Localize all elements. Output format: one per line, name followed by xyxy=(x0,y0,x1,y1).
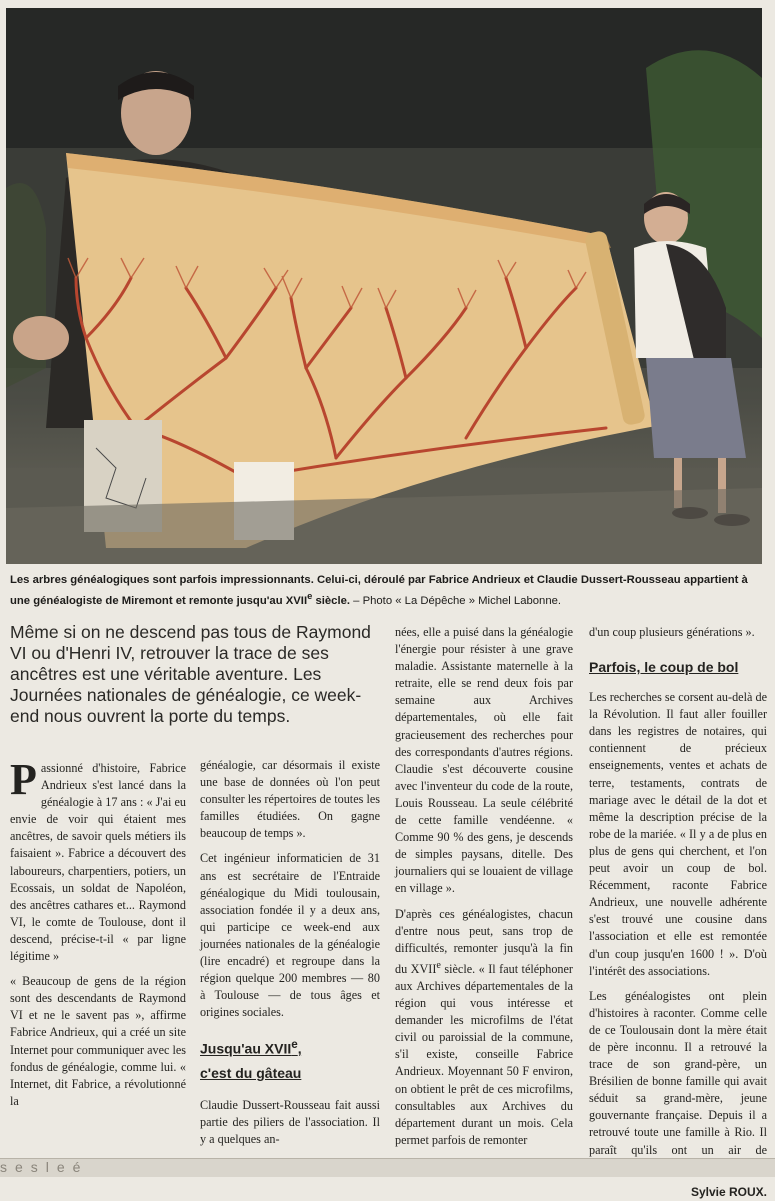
photo-genealogy-tree xyxy=(6,8,762,564)
dropcap: P xyxy=(10,755,37,804)
caption-bold-end: siècle. xyxy=(312,594,351,607)
article-column-4 xyxy=(589,624,767,1201)
caption-credit: – Photo « La Dépêche » Michel Labonne. xyxy=(350,594,562,607)
article-column-3 xyxy=(395,624,573,1149)
article-column-2 xyxy=(200,757,380,1148)
photo-caption xyxy=(10,572,762,609)
bottom-strip: sesleé xyxy=(0,1158,775,1177)
photo-illustration xyxy=(6,8,762,564)
col4-paragraph-1: d'un coup plusieurs générations ». xyxy=(589,625,755,639)
caption-bold: Les arbres généalogiques sont parfois impressionnants. Celui-ci, déroulé par Fabrice Andrieux et Claudie Dussert-Rousseau appartient à une généalogiste de Miremont et remonte jusqu'au XVII xyxy=(10,574,748,607)
col3-paragraph-1: nées, elle a puisé dans la généalogie l'énergie pour résister à une grave maladie. Assistante maternelle à la retraite, elle se rend deux fois par semaine aux Archives départementales, où elle fait gracieusement des recherches pour des correspondants d'autres régions. Claudie s'est découverte cousine avec l'inventeur du code de la route, Louis Rousseau. La seule célébrité de cette famille vendéenne. « Comme 90 % des gens, je descends de simples paysans, ditelle. Des journaliers qui se louaient de village en village ». xyxy=(395,625,573,896)
col3-paragraph-2: D'après ces généalogistes, chacun d'entre nous peut, sans trop de difficultés, remonter jusqu'à la fin du XVIIe siècle. « Il faut téléphoner aux Archives départementales de la région qui vous intéresse et demander les microfilms de l'état civil ou paroissial de la commune, s'il existe, conseille Fabrice Andrieux. Moyennant 50 F environ, on obtient le prêt de ces microfilms, consultables aux Archives du département durant un mois. Cela permet parfois de remonter xyxy=(395,906,573,1147)
caption-sup: e xyxy=(307,590,313,601)
col2-paragraph-1: généalogie, car désormais il existe une base de données où l'on peut consulter les répertoires de toutes les familles étudiées. On gagne beaucoup de temps ». xyxy=(200,758,380,841)
subhead-coup-de-bol: Parfois, le coup de bol xyxy=(589,659,739,676)
col1-paragraph-1: assionné d'histoire, Fabrice Andrieux s'est lancé dans la généalogie à 17 ans : « J'ai eu envie de voir qui étaient mes ancêtres, de savoir quels métiers ils faisaient ». Fabrice a découvert des laboureurs, charpentiers, potiers, un Ecossais, un soldat de Napoléon, des ancêtres cathares et... Raymond VI, le comte de Toulouse, dont il descend, précise-t-il « par ligne légitime » xyxy=(10,761,186,964)
col2-paragraph-2: Cet ingénieur informaticien de 31 ans est secrétaire de l'Entraide généalogique du Midi toulousain, association fondée il y a deux ans, qui participe ce week-end aux journées nationales de la généalogie (lire encadré) et regroupe dans la région quelque 200 membres — 80 à Toulouse — de tous âges et origines sociales. xyxy=(200,851,380,1020)
col4-paragraph-3: Les généalogistes ont plein d'histoires à raconter. Comme celle de ce Toulousain dont la mère était de père inconnu. Il a retrouvé la trace de son grand-père, un Brésilien de bonne famille qui avait séduit sa grand-mère, jeune gouvernante française. Depuis il a retrouvé toute une famille à Rio. Il paraît qu'ils ont un air de xyxy=(589,988,767,1157)
col1-paragraph-2: « Beaucoup de gens de la région sont des descendants de Raymond VI et ne le savent pas », affirme Fabrice Andrieux, qui a créé un site Internet pour communiquer avec les fondus de généalogie, comme lui. « Internet, dit Fabrice, a révolutionné la xyxy=(10,974,186,1108)
col4-paragraph-2: Les recherches se corsent au-delà de la Révolution. Il faut aller fouiller dans les registres de notaires, qui contiennent de précieux enseignements, ventes et achats de terre, testaments, contrats de mariage avec le détail de la dot et même la description précise de la robe de la mariée. « Il y a de plus en plus de gens qui cherchent, et l'on peut avoir un coup de bol. Récemment, raconte Fabrice Andrieux, une nouvelle adhérente s'est trouvé une cousine dans l'association et elle est remontée d'un coup jusqu'en 1600 ! ». D'où l'intérêt des associations. xyxy=(589,690,767,978)
lead-paragraph: Même si on ne descend pas tous de Raymond VI ou d'Henri IV, retrouver la trace de ses ancêtres est une véritable aventure. Les Journées nationales de généalogie, ce week-end nous ouvrent la porte du temps. xyxy=(10,622,371,726)
subhead-jusqu-au: Jusqu'au XVIIe, c'est du gâteau xyxy=(200,1038,302,1082)
author-signature: Sylvie ROUX. xyxy=(690,1184,767,1199)
article-column-1 xyxy=(10,755,186,1110)
col2-paragraph-3: Claudie Dussert-Rousseau fait aussi partie des piliers de l'association. Il y a quelques an- xyxy=(200,1098,380,1147)
